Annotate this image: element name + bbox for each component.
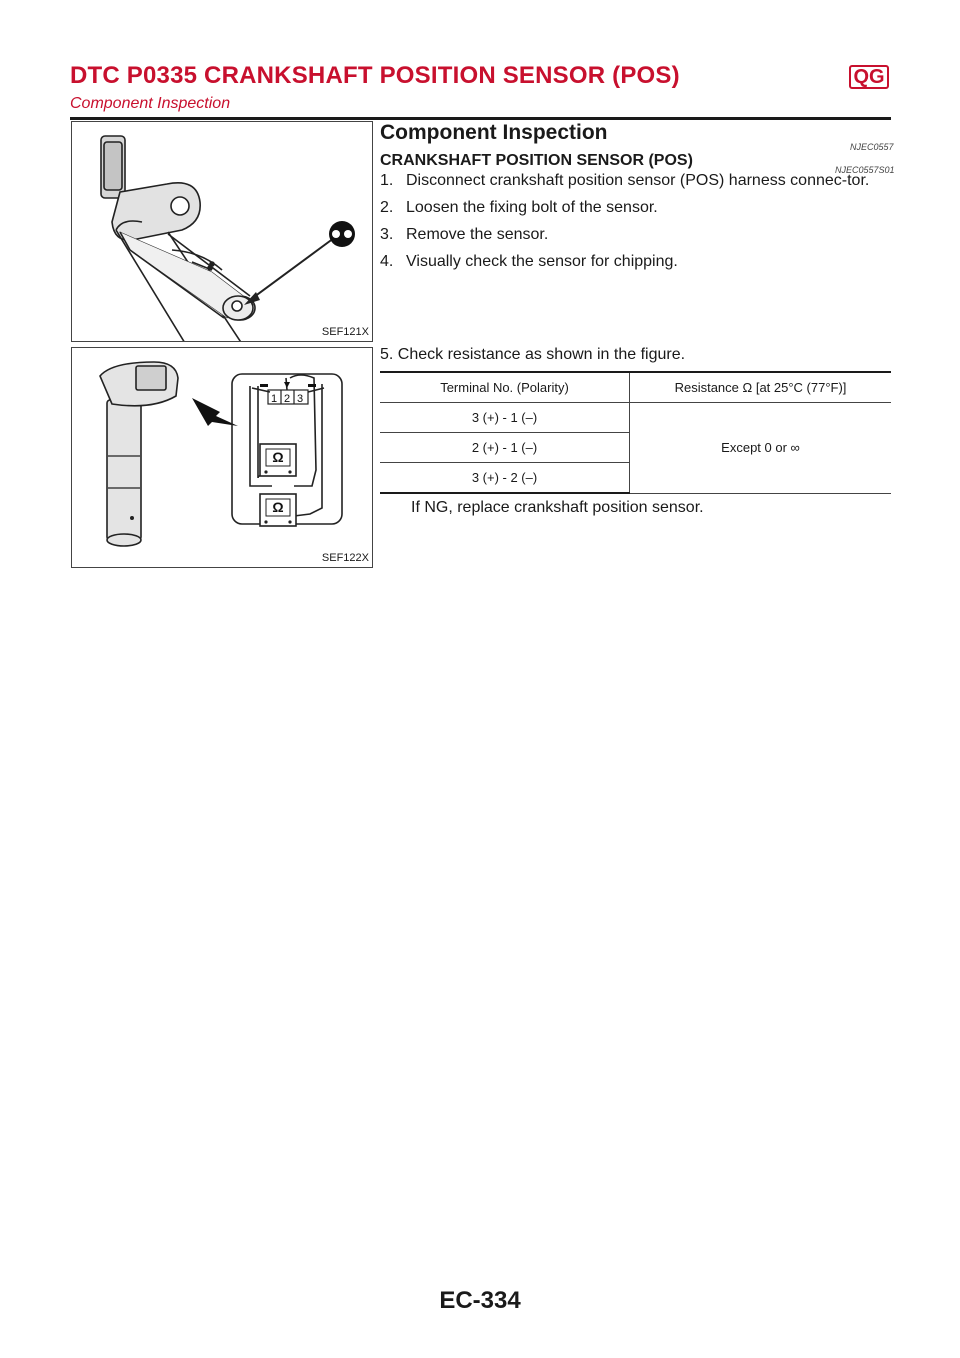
ohmmeter-symbol-1: Ω	[272, 449, 284, 465]
step-item: 2. Loosen the fixing bolt of the sensor.	[380, 199, 658, 216]
subsection-code: NJEC0557S01	[835, 165, 895, 175]
page-header-title: DTC P0335 CRANKSHAFT POSITION SENSOR (POS)	[70, 62, 680, 89]
figure-resistance-check	[71, 347, 373, 568]
step-5: 5. Check resistance as shown in the figure.	[380, 346, 686, 363]
subsection-title: CRANKSHAFT POSITION SENSOR (POS)	[380, 152, 693, 169]
ng-note: If NG, replace crankshaft position sensor.	[411, 499, 704, 516]
table-row: 3 (+) - 2 (–)	[380, 463, 891, 494]
step-item: 4. Visually check the sensor for chipping.	[380, 253, 678, 270]
header-rule	[70, 117, 891, 120]
sensor-illustration	[72, 122, 372, 341]
figure-sensor	[71, 121, 373, 342]
table-row: 2 (+) - 1 (–)	[380, 433, 891, 463]
step-item: 3. Remove the sensor.	[380, 226, 549, 243]
figure-caption-2: SEF122X	[321, 552, 369, 564]
resistance-check-illustration	[72, 348, 372, 567]
table-row: 3 (+) - 1 (–) Except 0 or ∞	[380, 403, 891, 433]
step-item: 1. Disconnect crankshaft position sensor (POS) harness connec-tor.	[380, 172, 870, 189]
terminal-label-1: 1	[271, 393, 278, 405]
section-title: Component Inspection	[380, 121, 608, 144]
table-header-terminal: Terminal No. (Polarity)	[380, 372, 630, 403]
resistance-table	[380, 371, 891, 494]
ohmmeter-symbol-2: Ω	[272, 499, 284, 515]
inspection-steps	[380, 171, 892, 279]
terminal-label-2: 2	[284, 393, 291, 405]
page-number: EC-334	[439, 1287, 521, 1314]
resistance-value: Except 0 or ∞	[630, 403, 892, 494]
figure-caption-1: SEF121X	[321, 326, 369, 338]
engine-badge: QG	[849, 65, 889, 89]
section-code: NJEC0557	[850, 142, 894, 152]
terminal-label-3: 3	[297, 393, 304, 405]
table-header-resistance: Resistance Ω [at 25°C (77°F)]	[630, 372, 892, 403]
page-header-subtitle: Component Inspection	[70, 95, 231, 112]
